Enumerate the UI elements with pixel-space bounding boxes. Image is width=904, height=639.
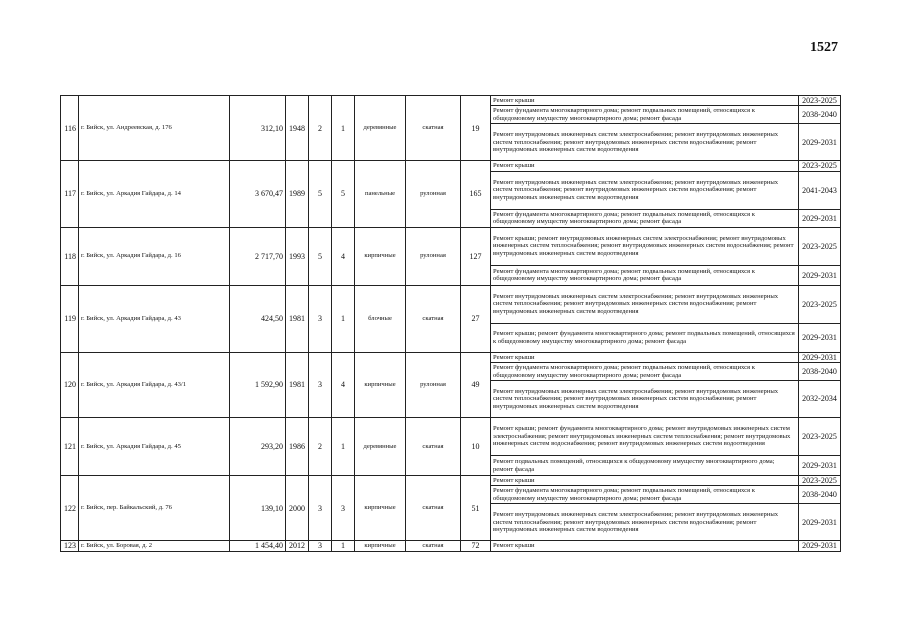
period-cell: 2023-2025 <box>799 96 841 106</box>
period-cell: 2029-2031 <box>799 323 841 352</box>
work-type-cell: Ремонт крыши <box>491 352 799 362</box>
address-cell: г. Бийск, ул. Аркадия Гайдара, д. 43 <box>79 285 230 352</box>
roof-cell: скатная <box>406 96 461 161</box>
area-cell: 312,10 <box>230 96 286 161</box>
table-row <box>61 96 841 106</box>
year-cell: 2000 <box>286 476 309 541</box>
entrances-cell: 5 <box>332 161 355 227</box>
year-cell: 1993 <box>286 227 309 285</box>
residents-cell: 10 <box>461 418 491 476</box>
residents-cell: 27 <box>461 285 491 352</box>
work-type-cell: Ремонт фундамента многоквартирного дома; ремонт подвальных помещений, относящихся к общедомовому имуществу многоквартирного дома; ремонт фасада <box>491 209 799 227</box>
work-type-cell: Ремонт внутридомовых инженерных систем электроснабжения; ремонт внутридомовых инженерных систем теплоснабжения; ремонт внутридомовых инженерных систем водоснабжения; ремонт внутридомовых инженерных систем водоотведения <box>491 171 799 209</box>
roof-cell: скатная <box>406 418 461 476</box>
roof-cell: скатная <box>406 476 461 541</box>
period-cell: 2038-2040 <box>799 106 841 124</box>
walls-cell: кирпичные <box>355 541 406 551</box>
period-cell: 2041-2043 <box>799 171 841 209</box>
work-type-cell: Ремонт внутридомовых инженерных систем электроснабжения; ремонт внутридомовых инженерных систем теплоснабжения; ремонт внутридомовых инженерных систем водоснабжения; ремонт внутридомовых инженерных систем водоотведения <box>491 504 799 541</box>
year-cell: 1948 <box>286 96 309 161</box>
period-cell: 2029-2031 <box>799 209 841 227</box>
address-cell: г. Бийск, ул. Андреевская, д. 176 <box>79 96 230 161</box>
entrances-cell: 3 <box>332 476 355 541</box>
work-type-cell: Ремонт внутридомовых инженерных систем электроснабжения; ремонт внутридомовых инженерных систем теплоснабжения; ремонт внутридомовых инженерных систем водоснабжения; ремонт внутридомовых инженерных систем водоотведения <box>491 381 799 418</box>
row-number: 119 <box>61 285 79 352</box>
roof-cell: рулонная <box>406 352 461 417</box>
period-cell: 2029-2031 <box>799 124 841 161</box>
period-cell: 2029-2031 <box>799 504 841 541</box>
table-row <box>61 285 841 323</box>
entrances-cell: 4 <box>332 352 355 417</box>
year-cell: 1981 <box>286 352 309 417</box>
residents-cell: 51 <box>461 476 491 541</box>
roof-cell: скатная <box>406 285 461 352</box>
residents-cell: 19 <box>461 96 491 161</box>
walls-cell: кирпичные <box>355 352 406 417</box>
address-cell: г. Бийск, пер. Байкальский, д. 76 <box>79 476 230 541</box>
work-type-cell: Ремонт крыши <box>491 476 799 486</box>
work-type-cell: Ремонт фундамента многоквартирного дома; ремонт подвальных помещений, относящихся к общедомовому имуществу многоквартирного дома; ремонт фасада <box>491 265 799 285</box>
period-cell: 2023-2025 <box>799 476 841 486</box>
period-cell: 2029-2031 <box>799 265 841 285</box>
row-number: 117 <box>61 161 79 227</box>
work-type-cell: Ремонт фундамента многоквартирного дома; ремонт подвальных помещений, относящихся к общедомовому имуществу многоквартирного дома; ремонт фасада <box>491 363 799 381</box>
period-cell: 2023-2025 <box>799 418 841 456</box>
row-number: 120 <box>61 352 79 417</box>
row-number: 122 <box>61 476 79 541</box>
residents-cell: 72 <box>461 541 491 551</box>
table-row <box>61 476 841 486</box>
capital-repair-table <box>60 95 841 552</box>
floors-cell: 3 <box>309 352 332 417</box>
area-cell: 1 592,90 <box>230 352 286 417</box>
year-cell: 1989 <box>286 161 309 227</box>
work-type-cell: Ремонт внутридомовых инженерных систем электроснабжения; ремонт внутридомовых инженерных систем теплоснабжения; ремонт внутридомовых инженерных систем водоснабжения; ремонт внутридомовых инженерных систем водоотведения <box>491 285 799 323</box>
walls-cell: деревянные <box>355 96 406 161</box>
row-number: 118 <box>61 227 79 285</box>
area-cell: 139,10 <box>230 476 286 541</box>
year-cell: 1981 <box>286 285 309 352</box>
period-cell: 2023-2025 <box>799 227 841 265</box>
period-cell: 2032-2034 <box>799 381 841 418</box>
floors-cell: 5 <box>309 227 332 285</box>
period-cell: 2029-2031 <box>799 352 841 362</box>
residents-cell: 127 <box>461 227 491 285</box>
address-cell: г. Бийск, ул. Аркадия Гайдара, д. 43/1 <box>79 352 230 417</box>
floors-cell: 2 <box>309 96 332 161</box>
work-type-cell: Ремонт внутридомовых инженерных систем электроснабжения; ремонт внутридомовых инженерных систем теплоснабжения; ремонт внутридомовых инженерных систем водоснабжения; ремонт внутридомовых инженерных систем водоотведения <box>491 124 799 161</box>
roof-cell: рулонная <box>406 227 461 285</box>
work-type-cell: Ремонт крыши; ремонт фундамента многоквартирного дома; ремонт подвальных помещений, относящихся к общедомовому имуществу многоквартирного дома; ремонт фасада <box>491 323 799 352</box>
year-cell: 2012 <box>286 541 309 551</box>
floors-cell: 3 <box>309 285 332 352</box>
year-cell: 1986 <box>286 418 309 476</box>
entrances-cell: 1 <box>332 541 355 551</box>
address-cell: г. Бийск, ул. Аркадия Гайдара, д. 14 <box>79 161 230 227</box>
area-cell: 1 454,40 <box>230 541 286 551</box>
floors-cell: 5 <box>309 161 332 227</box>
table-row <box>61 227 841 265</box>
area-cell: 2 717,70 <box>230 227 286 285</box>
entrances-cell: 4 <box>332 227 355 285</box>
walls-cell: блочные <box>355 285 406 352</box>
work-type-cell: Ремонт крыши; ремонт фундамента многоквартирного дома; ремонт внутридомовых инженерных систем электроснабжения; ремонт внутридомовых инженерных систем теплоснабжения; ремонт внутридомовых инженерных систем водоснабжения; ремонт внутридомовых инженерных систем водоотведения <box>491 418 799 456</box>
work-type-cell: Ремонт крыши <box>491 541 799 551</box>
roof-cell: скатная <box>406 541 461 551</box>
roof-cell: рулонная <box>406 161 461 227</box>
period-cell: 2029-2031 <box>799 541 841 551</box>
residents-cell: 49 <box>461 352 491 417</box>
address-cell: г. Бийск, ул. Аркадия Гайдара, д. 16 <box>79 227 230 285</box>
table-row <box>61 541 841 551</box>
page-number: 1527 <box>810 40 838 55</box>
residents-cell: 165 <box>461 161 491 227</box>
row-number: 121 <box>61 418 79 476</box>
address-cell: г. Бийск, ул. Аркадия Гайдара, д. 45 <box>79 418 230 476</box>
entrances-cell: 1 <box>332 96 355 161</box>
walls-cell: деревянные <box>355 418 406 476</box>
row-number: 116 <box>61 96 79 161</box>
floors-cell: 3 <box>309 476 332 541</box>
area-cell: 3 670,47 <box>230 161 286 227</box>
work-type-cell: Ремонт фундамента многоквартирного дома; ремонт подвальных помещений, относящихся к общедомовому имуществу многоквартирного дома; ремонт фасада <box>491 106 799 124</box>
work-type-cell: Ремонт крыши; ремонт внутридомовых инженерных систем электроснабжения; ремонт внутридомовых инженерных систем теплоснабжения; ремонт внутридомовых инженерных систем водоснабжения; ремонт внутридомовых инженерных систем водоотведения <box>491 227 799 265</box>
period-cell: 2023-2025 <box>799 285 841 323</box>
entrances-cell: 1 <box>332 418 355 476</box>
floors-cell: 3 <box>309 541 332 551</box>
table-row <box>61 161 841 171</box>
walls-cell: кирпичные <box>355 476 406 541</box>
walls-cell: панельные <box>355 161 406 227</box>
table-row <box>61 352 841 362</box>
walls-cell: кирпичные <box>355 227 406 285</box>
address-cell: г. Бийск, ул. Боровая, д. 2 <box>79 541 230 551</box>
work-type-cell: Ремонт крыши <box>491 96 799 106</box>
area-cell: 424,50 <box>230 285 286 352</box>
row-number: 123 <box>61 541 79 551</box>
work-type-cell: Ремонт подвальных помещений, относящихся к общедомовому имуществу многоквартирного дома; ремонт фасада <box>491 456 799 476</box>
period-cell: 2038-2040 <box>799 363 841 381</box>
period-cell: 2023-2025 <box>799 161 841 171</box>
area-cell: 293,20 <box>230 418 286 476</box>
table-row <box>61 418 841 456</box>
floors-cell: 2 <box>309 418 332 476</box>
work-type-cell: Ремонт фундамента многоквартирного дома; ремонт подвальных помещений, относящихся к общедомовому имуществу многоквартирного дома; ремонт фасада <box>491 486 799 504</box>
period-cell: 2038-2040 <box>799 486 841 504</box>
period-cell: 2029-2031 <box>799 456 841 476</box>
work-type-cell: Ремонт крыши <box>491 161 799 171</box>
entrances-cell: 1 <box>332 285 355 352</box>
